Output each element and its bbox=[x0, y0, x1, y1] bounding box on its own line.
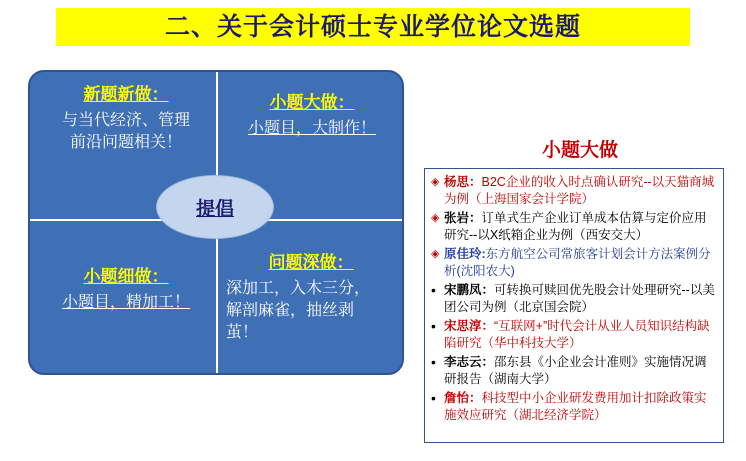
diamond-bullet-icon: ◈ bbox=[431, 248, 440, 260]
list-item-text: 东方航空公司常旅客计划会计方法案例分析(沈阳农大) bbox=[444, 247, 711, 278]
quadrant-cell-deep-line1: 深加工，入木三分， bbox=[226, 280, 371, 297]
center-callout bbox=[156, 175, 274, 239]
quadrant-cell-deep bbox=[226, 248, 396, 344]
list-item-name: 杨思： bbox=[444, 175, 482, 189]
list-item bbox=[431, 282, 717, 315]
list-item bbox=[431, 246, 717, 279]
quadrant-cell-deep-line3: 茧！ bbox=[226, 324, 259, 342]
center-callout-label: 提倡 bbox=[195, 198, 234, 220]
diamond-bullet-icon: ◈ bbox=[431, 176, 440, 188]
list-item-name: 李志云： bbox=[444, 355, 495, 369]
page-title: 二、关于会计硕士专业学位论文选题 bbox=[164, 13, 581, 41]
quadrant-cell-small-big bbox=[228, 88, 396, 140]
quadrant-cell-deep-line2: 解剖麻雀，抽丝剥 bbox=[226, 302, 355, 320]
dot-bullet-icon: • bbox=[431, 354, 436, 370]
quadrant-cell-small-fine bbox=[40, 262, 212, 314]
quadrant-cell-new-topic-head: 新题新做： bbox=[83, 85, 169, 104]
example-list-title: 小题大做 bbox=[541, 140, 618, 161]
list-item-text: 科技型中小企业研发费用加计扣除政策实施效应研究（湖北经济学院） bbox=[444, 391, 707, 422]
quadrant-cell-new-topic bbox=[42, 80, 210, 154]
list-item-name: 宋思淳： bbox=[444, 319, 495, 333]
list-item bbox=[431, 390, 717, 423]
list-item bbox=[431, 210, 717, 243]
diamond-bullet-icon: ◈ bbox=[431, 212, 440, 224]
example-list bbox=[424, 168, 724, 443]
quadrant-cell-small-big-line1: 小题目，大制作！ bbox=[247, 120, 376, 137]
list-item-text: “互联网+”时代会计从业人员知识结构缺陷研究（华中科技大学） bbox=[444, 319, 710, 350]
quadrant-cell-small-fine-head: 小题细做： bbox=[83, 267, 169, 286]
dot-bullet-icon: • bbox=[431, 390, 436, 406]
quadrant-cell-small-fine-line1: 小题目，精加工！ bbox=[61, 294, 190, 311]
list-item-name: 原佳玲: bbox=[444, 247, 486, 261]
quadrant-cell-deep-head: 问题深做： bbox=[268, 253, 354, 272]
list-item bbox=[431, 174, 717, 207]
list-item-name: 詹怡： bbox=[444, 391, 482, 405]
list-item-name: 张岩： bbox=[444, 211, 482, 225]
list-item bbox=[431, 354, 717, 387]
quadrant-cell-new-topic-line1: 与当代经济、管理 bbox=[61, 112, 190, 129]
list-item-text: B2C企业的收入时点确认研究--以天猫商城为例（上海国家会计学院） bbox=[444, 175, 715, 206]
list-item bbox=[431, 318, 717, 351]
list-item-text: 可转换可赎回优先股会计处理研究--以美团公司为例（北京国会院） bbox=[444, 283, 715, 314]
dot-bullet-icon: • bbox=[431, 282, 436, 298]
list-item-text: 邵东县《小企业会计准则》实施情况调研报告（湖南大学） bbox=[444, 355, 707, 386]
dot-bullet-icon: • bbox=[431, 318, 436, 334]
quadrant-cell-new-topic-line2: 前沿问题相关！ bbox=[69, 134, 182, 152]
quadrant-cell-small-big-head: 小题大做： bbox=[269, 93, 355, 112]
list-item-name: 宋鹏凤： bbox=[444, 283, 495, 297]
list-item-text: 订单式生产企业订单成本估算与定价应用研究--以X纸箱企业为例（西安交大） bbox=[444, 211, 707, 242]
